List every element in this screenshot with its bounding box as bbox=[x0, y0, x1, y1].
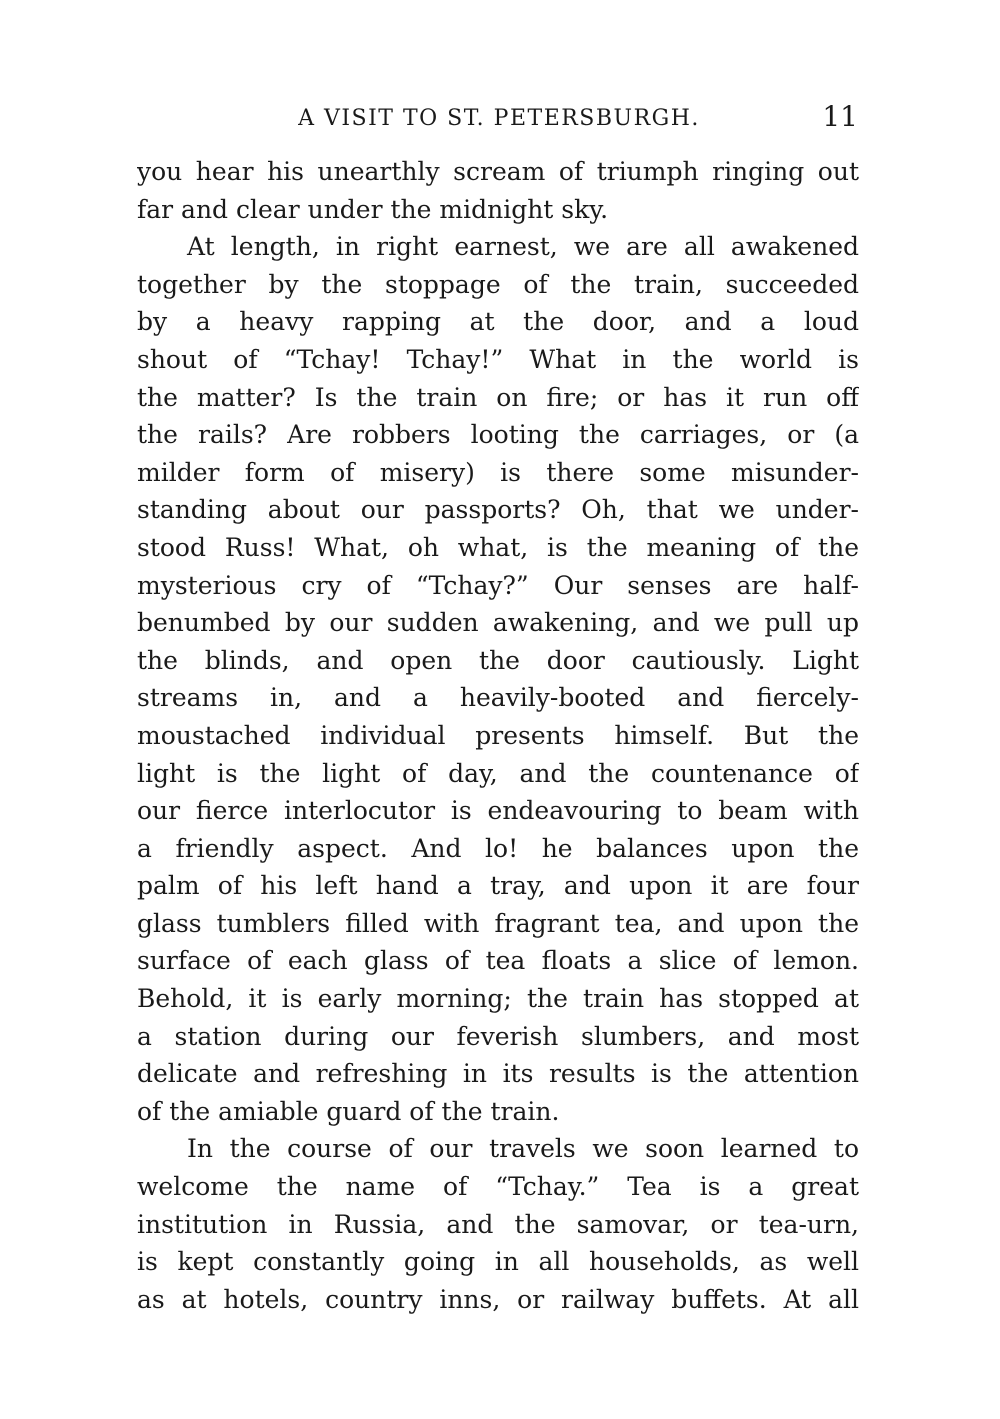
text-line: moustached individual presents himself. But the bbox=[137, 720, 859, 750]
text-line: the rails? Are robbers looting the carriages, or (a bbox=[137, 420, 859, 450]
text-line: the matter? Is the train on fire; or has it run off bbox=[137, 382, 859, 412]
running-head bbox=[138, 100, 860, 140]
text-line: a friendly aspect. And lo! he balances upon the bbox=[137, 833, 859, 863]
text-line: of the amiable guard of the train. bbox=[137, 1096, 560, 1126]
text-line: institution in Russia, and the samovar, or tea-urn, bbox=[137, 1209, 859, 1239]
text-line: a station during our feverish slumbers, and most bbox=[137, 1021, 859, 1051]
text-line: standing about our passports? Oh, that we under- bbox=[137, 495, 859, 525]
page-number: 11 bbox=[822, 100, 858, 133]
text-line: stood Russ! What, oh what, is the meaning of the bbox=[137, 532, 859, 562]
text-line: benumbed by our sudden awakening, and we pull up bbox=[137, 608, 859, 638]
text-line: streams in, and a heavily-booted and fiercely- bbox=[137, 683, 859, 713]
text-line: is kept constantly going in all households, as well bbox=[137, 1247, 859, 1277]
text-line: glass tumblers filled with fragrant tea, and upon the bbox=[137, 908, 859, 938]
text-line: by a heavy rapping at the door, and a loud bbox=[137, 307, 859, 337]
text-line: as at hotels, country inns, or railway buffets. At all bbox=[137, 1284, 859, 1314]
text-line: together by the stoppage of the train, succeeded bbox=[137, 269, 859, 299]
running-title: A VISIT TO ST. PETERSBURGH. bbox=[298, 106, 700, 131]
text-line: mysterious cry of “Tchay?” Our senses are half- bbox=[137, 570, 859, 600]
body-text bbox=[137, 153, 859, 1318]
text-line: far and clear under the midnight sky. bbox=[137, 194, 609, 224]
text-line: shout of “Tchay! Tchay!” What in the world is bbox=[137, 344, 859, 374]
text-line: palm of his left hand a tray, and upon it are four bbox=[137, 871, 859, 901]
text-line: In the course of our travels we soon learned to bbox=[187, 1134, 859, 1164]
text-line: Behold, it is early morning; the train has stopped at bbox=[137, 984, 859, 1014]
text-line: our fierce interlocutor is endeavouring to beam with bbox=[137, 796, 859, 826]
text-line: delicate and refreshing in its results is the attention bbox=[137, 1059, 859, 1089]
text-line: you hear his unearthly scream of triumph ringing out bbox=[137, 157, 859, 186]
text-line: surface of each glass of tea floats a slice of lemon. bbox=[137, 946, 859, 976]
text-line: At length, in right earnest, we are all awakened bbox=[187, 232, 859, 262]
text-line: light is the light of day, and the countenance of bbox=[137, 758, 859, 788]
text-line: welcome the name of “Tchay.” Tea is a great bbox=[137, 1172, 859, 1202]
text-line: milder form of misery) is there some misunder- bbox=[137, 457, 859, 487]
text-line: the blinds, and open the door cautiously. Light bbox=[137, 645, 859, 675]
